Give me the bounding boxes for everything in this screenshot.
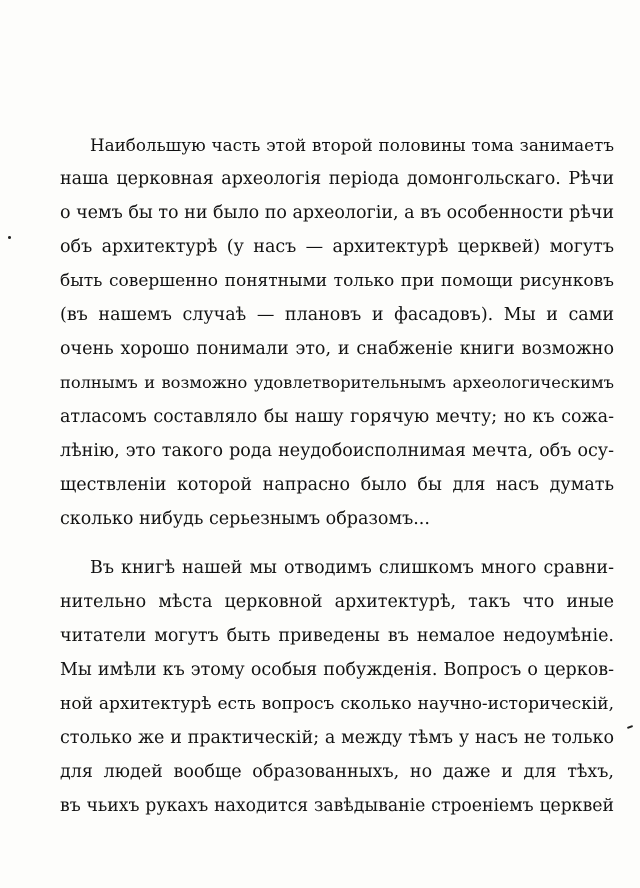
text-line: наша церковная археологія періода домонгольскаго. Рѣчи [60, 169, 614, 189]
text-line: лѣнію, это такого рода неудобоисполнимая мечта, объ осу- [60, 441, 614, 461]
text-line: читатели могутъ быть приведены въ немалое недоумѣніе. [60, 626, 614, 646]
text-line: полнымъ и возможно удовлетворительнымъ археологическимъ [60, 373, 614, 392]
text-line: сколько нибудь серьезнымъ образомъ... [60, 509, 430, 529]
ink-speck [8, 236, 11, 239]
text-line: ществленіи которой напрасно было бы для насъ думать [60, 475, 614, 495]
text-line: (въ нашемъ случаѣ — плановъ и фасадовъ). Мы и сами [60, 305, 614, 325]
text-line: атласомъ составляло бы нашу горячую мечту; но къ сожа- [60, 407, 614, 427]
text-line: нительно мѣста церковной архитектурѣ, такъ что иные [60, 592, 614, 612]
text-line: Въ книгѣ нашей мы отводимъ слишкомъ много сравни- [90, 558, 614, 578]
text-line: ной архитектурѣ есть вопросъ сколько научно-историческій, [60, 694, 614, 714]
paragraph-1 [60, 128, 614, 536]
text-line: быть совершенно понятными только при помощи рисунковъ [60, 271, 614, 291]
text-line: въ чьихъ рукахъ находится завѣдываніе строеніемъ церквей [60, 796, 614, 816]
text-line: очень хорошо понимали это, и снабженіе книги возможно [60, 339, 614, 359]
text-line: о чемъ бы то ни было по археологіи, а въ особенности рѣчи [60, 203, 614, 223]
ink-speck [627, 725, 633, 729]
text-line: Наибольшую часть этой второй половины тома занимаетъ [90, 135, 614, 155]
text-line: столько же и практическій; а между тѣмъ у насъ не только [60, 728, 614, 748]
text-line: для людей вообще образованныхъ, но даже и для тѣхъ, [60, 762, 614, 782]
text-line: Мы имѣли къ этому особыя побужденія. Вопросъ о церков- [60, 660, 614, 680]
text-line: объ архитектурѣ (у насъ — архитектурѣ церквей) могутъ [60, 237, 614, 257]
paragraph-2 [60, 551, 614, 823]
